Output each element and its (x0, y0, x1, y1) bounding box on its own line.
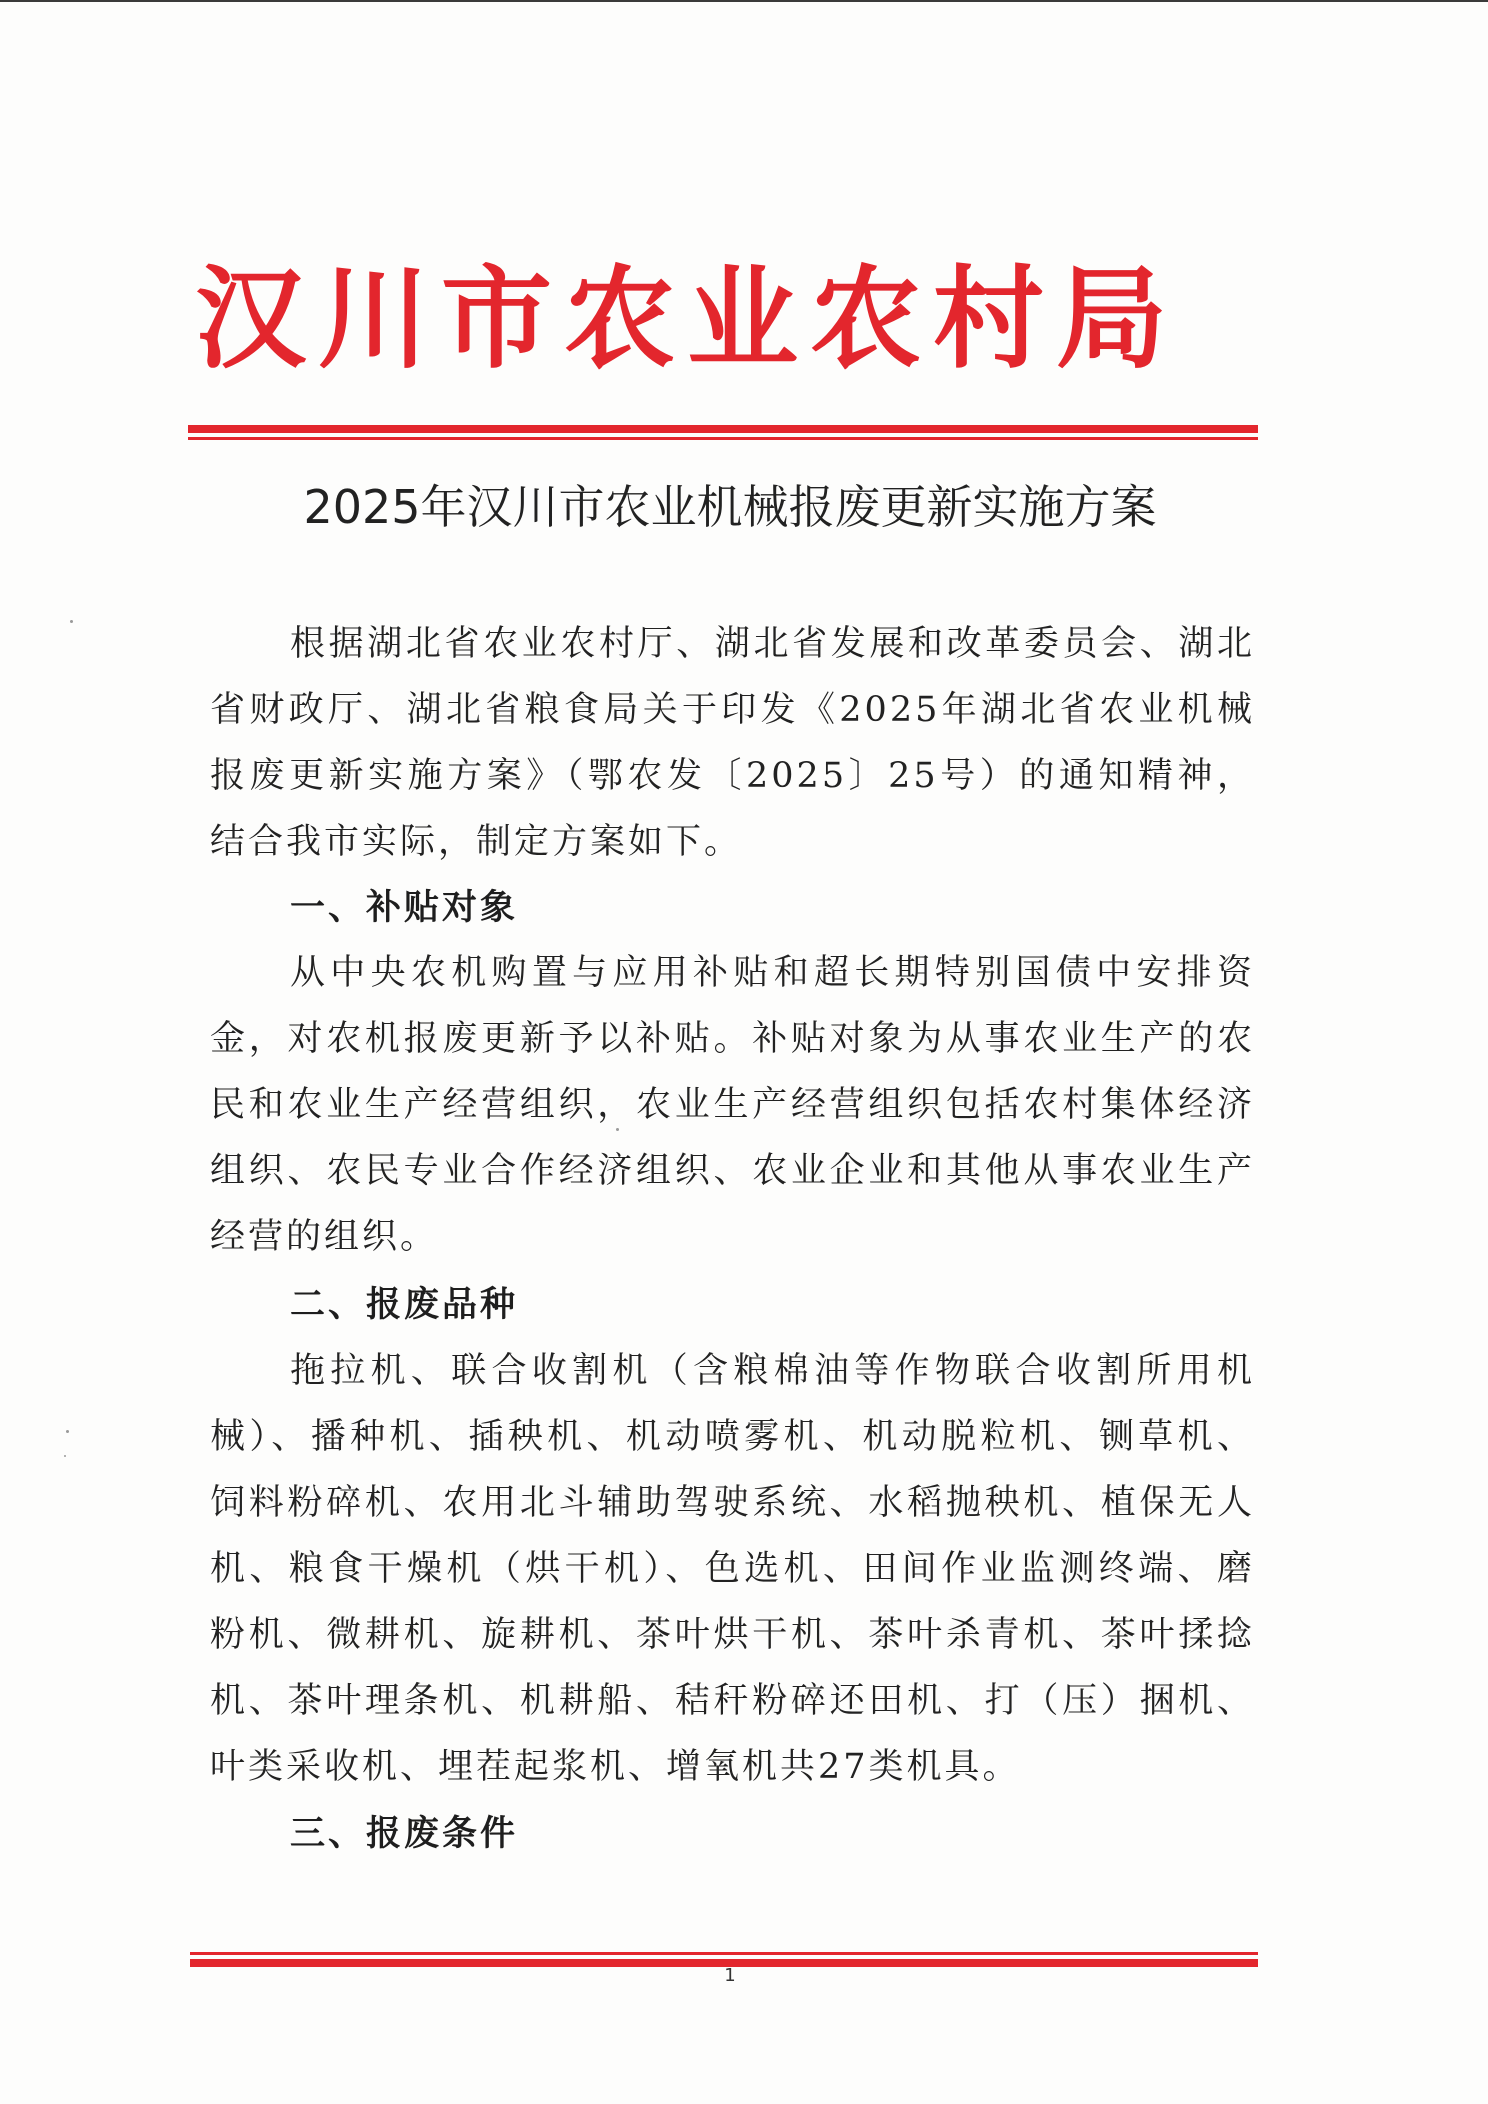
document-title: 2025年汉川市农业机械报废更新实施方案 (303, 480, 1157, 534)
section-body-scrap-types: 拖拉机、联合收割机（含粮棉油等作物联合收割所用机械）、播种机、插秧机、机动喷雾机、机动脱粒机、铡草机、饲料粉碎机、农用北斗辅助驾驶系统、水稻抛秧机、植保无人机、粮食干燥机（烘干机）、色选机、田间作业监测终端、磨粉机、微耕机、旋耕机、茶叶烘干机、茶叶杀青机、茶叶揉捻机、茶叶理条机、机耕船、秸秆粉碎还田机、打（压）捆机、叶类采收机、埋茬起浆机、增氧机共27类机具。 (210, 1351, 1255, 1787)
scan-speck (66, 1430, 69, 1433)
section-heading-scrap-types: 二、报废品种 (290, 1285, 519, 1325)
scan-speck (64, 1455, 66, 1457)
section-body-subsidy-target: 从中央农机购置与应用补贴和超长期特别国债中安排资金，对农机报废更新予以补贴。补贴对象为从事农业生产的农民和农业生产经营组织，农业生产经营组织包括农村集体经济组织、农民专业合作经济组织、农业企业和其他从事农业生产经营的组织。 (210, 953, 1255, 1257)
page-number: 1 (724, 1965, 736, 1986)
header-red-rule-thick (188, 425, 1258, 433)
letterhead-agency-name: 汉川市农业农村局 (195, 255, 1180, 384)
footer-red-rule-thin (190, 1952, 1258, 1955)
scan-speck (616, 1128, 619, 1131)
scan-border (0, 0, 1488, 2)
scan-speck (70, 620, 73, 623)
section-heading-scrap-conditions: 三、报废条件 (290, 1814, 519, 1854)
section-heading-subsidy-target: 一、补贴对象 (290, 888, 519, 928)
intro-paragraph: 根据湖北省农业农村厅、湖北省发展和改革委员会、湖北省财政厅、湖北省粮食局关于印发《2025年湖北省农业机械报废更新实施方案》（鄂农发〔2025〕25号）的通知精神，结合我市实际，制定方案如下。 (210, 624, 1255, 862)
header-red-rule-thin (188, 437, 1258, 440)
